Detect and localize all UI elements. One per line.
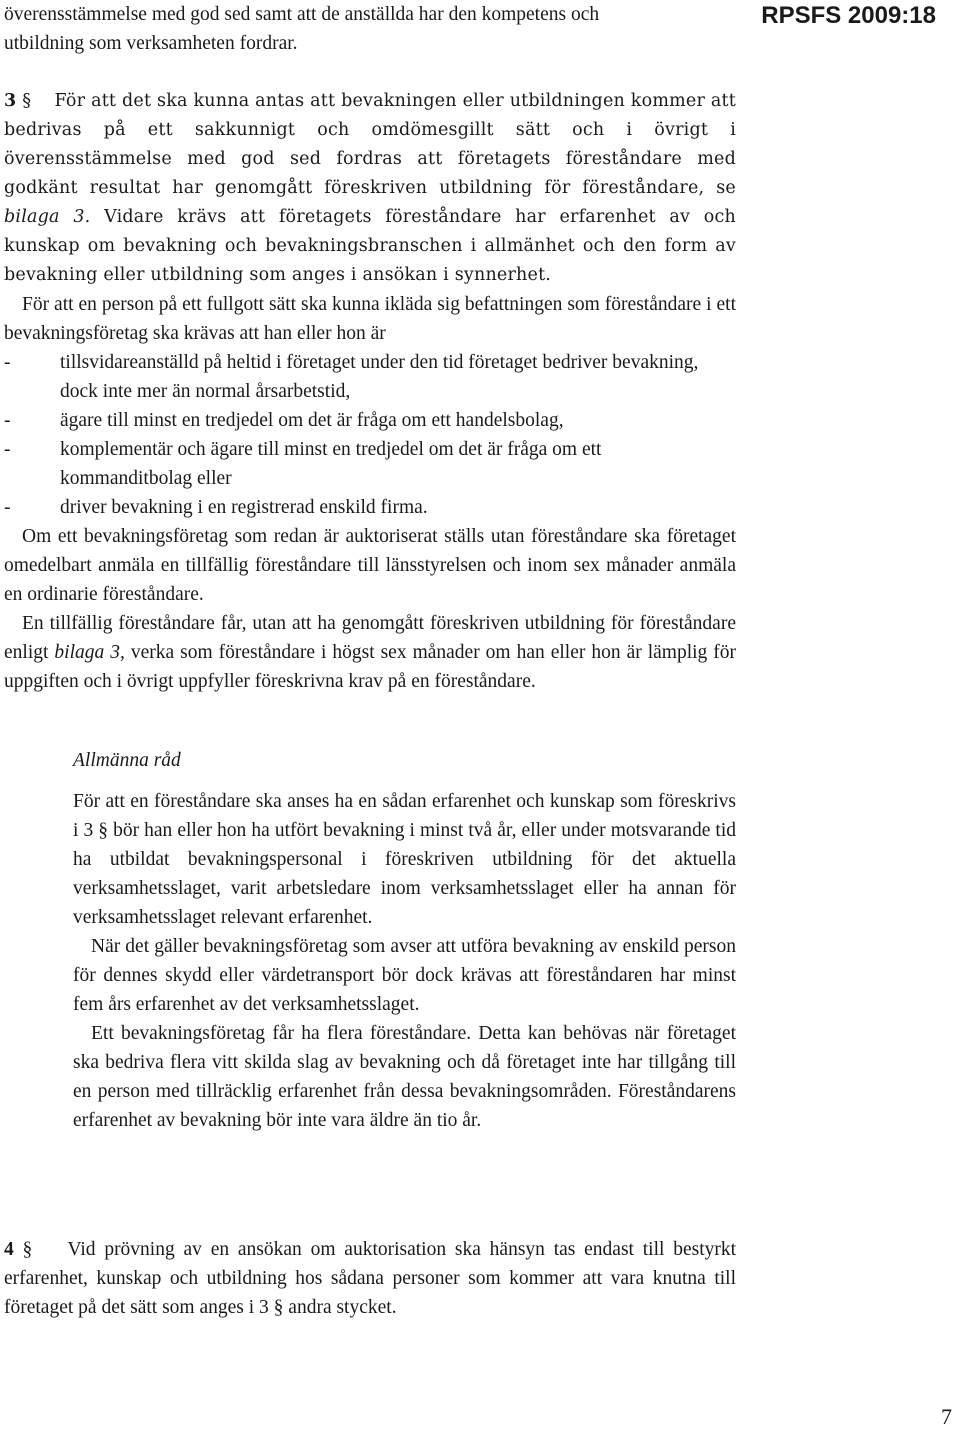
list-item <box>4 406 736 435</box>
main-text <box>4 0 736 696</box>
list-item <box>4 493 736 522</box>
section-symbol: § <box>22 91 32 111</box>
bilaga-reference: bilaga 3. <box>4 207 91 227</box>
list-dash: - <box>4 352 11 373</box>
spacer <box>73 775 736 787</box>
section-3-paragraph-2: För att en person på ett fullgott sätt ska kunna ikläda sig befattningen som föreståndare i ett bevakningsföretag ska krävas att han eller hon är <box>4 294 736 344</box>
section-4-paragraph <box>4 1235 736 1322</box>
advice-paragraph-2: När det gäller bevakningsföretag som avser att utföra bevakning av enskild person för dennes skydd eller värdetransport bör dock krävas att föreståndaren har minst fem års erfarenhet av det verksamhetsslaget. <box>73 936 736 1015</box>
section-number: 4 <box>4 1239 14 1260</box>
section-4 <box>4 1235 736 1322</box>
advice-heading: Allmänna råd <box>73 750 181 771</box>
document-identifier: RPSFS 2009:18 <box>761 2 936 29</box>
list-item-text: tillsvidareanställd på heltid i företaget under den tid företaget bedriver bevakning, dock inte mer än normal årsarbetstid, <box>60 352 699 402</box>
paragraph-text: En tillfällig föreståndare får, utan att ha genomgått föreskriven utbildning för föreståndare enligt <box>4 613 736 663</box>
general-advice-block <box>73 746 736 1135</box>
intro-line-1: överensstämmelse med god sed samt att de anställda har den kompetens och <box>4 4 600 25</box>
paragraph-text-cont: Vidare krävs att företagets föreståndare har erfarenhet av och kunskap om bevakning och bevakningsbranschen i allmänhet och den form av bevakning eller utbildning som anges i ansökan i synnerhet. <box>4 207 736 285</box>
intro-line-2: utbildning som verksamheten fordrar. <box>4 33 298 54</box>
list-item <box>4 435 736 493</box>
requirements-list <box>4 348 736 522</box>
list-dash: - <box>4 439 11 460</box>
list-item-text: ägare till minst en tredjedel om det är fråga om ett handelsbolag, <box>60 410 564 431</box>
section-3-paragraph-3: Om ett bevakningsföretag som redan är auktoriserat ställs utan föreståndare ska företaget omedelbart anmäla en tillfällig föreståndare till länsstyrelsen och inom sex månader anmäla en ordinarie föreståndare. <box>4 526 736 605</box>
spacer <box>4 58 736 87</box>
list-dash: - <box>4 410 11 431</box>
paragraph-text: För att det ska kunna antas att bevakningen eller utbildningen kommer att bedrivas på ett sakkunnigt och omdömesgillt sätt och i övrigt i överensstämmelse med god sed fordras att företagets föreståndare med godkänt resultat har genomgått föreskriven utbildning för föreståndare, se <box>4 91 736 198</box>
advice-paragraph-1: För att en föreståndare ska anses ha en sådan erfarenhet och kunskap som föreskrivs i 3 § bör han eller hon ha utfört bevakning i minst två år, eller under motsvarande tid ha utbildat bevakningspersonal i föreskriven utbildning för det aktuella verksamhetsslaget, varit arbetsledare inom verksamhetsslaget eller ha annan för verksamhetsslaget relevant erfarenhet. <box>73 791 736 928</box>
list-item-text: driver bevakning i en registrerad enskild firma. <box>60 497 428 518</box>
paragraph-text: Vid prövning av en ansökan om auktorisation ska hänsyn tas endast till bestyrkt erfarenhet, kunskap och utbildning hos sådana personer som kommer att vara knutna till företaget på det sätt som anges i 3 § andra stycket. <box>4 1239 737 1318</box>
advice-paragraph-3: Ett bevakningsföretag får ha flera föreståndare. Detta kan behövas när företaget ska bedriva flera vitt skilda slag av bevakning och då företaget inte har tillgång till en person med tillräcklig erfarenhet från dessa bevakningsområden. Föreståndarens erfarenhet av bevakning bör inte vara äldre än tio år. <box>73 1023 736 1131</box>
section-number: 3 <box>4 91 17 111</box>
list-item-text: komplementär och ägare till minst en tredjedel om det är fråga om ett kommanditbolag eller <box>60 439 602 489</box>
list-item <box>4 348 736 406</box>
section-3-paragraph-1 <box>4 87 736 290</box>
list-dash: - <box>4 497 11 518</box>
paragraph-text-cont: verka som föreståndare i högst sex månader om han eller hon är lämplig för uppgiften och i övrigt uppfyller föreskrivna krav på en föreståndare. <box>4 642 737 692</box>
page-number: 7 <box>941 1404 952 1429</box>
section-symbol: § <box>22 1239 33 1260</box>
bilaga-reference: bilaga 3, <box>54 642 125 663</box>
section-3-paragraph-4 <box>4 609 736 696</box>
